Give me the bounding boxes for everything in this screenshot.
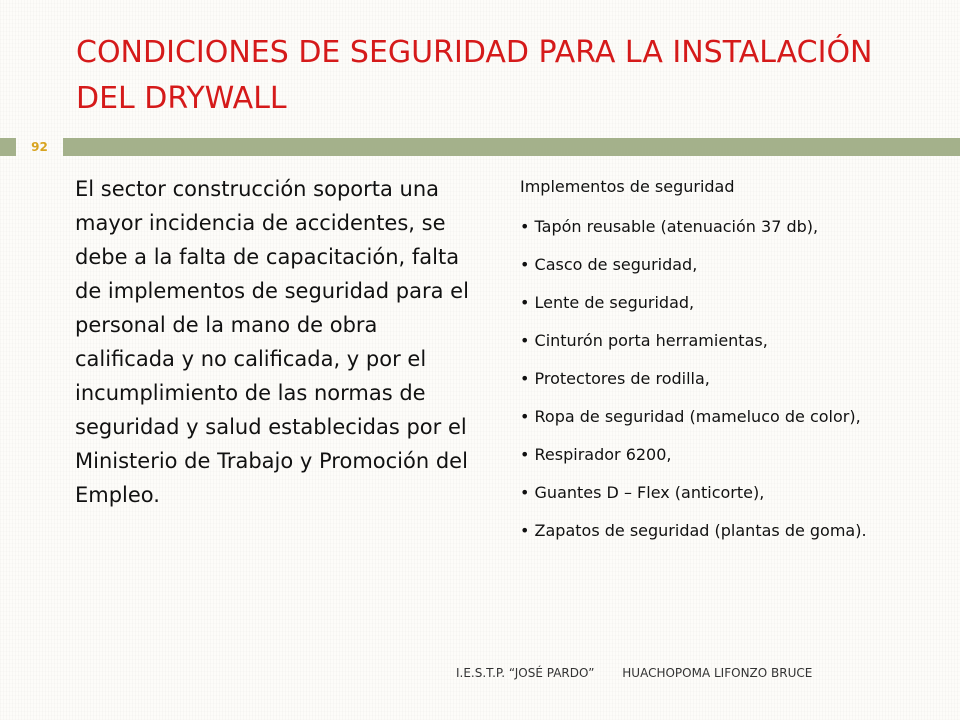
- footer-author: HUACHOPOMA LIFONZO BRUCE: [622, 666, 813, 680]
- footer-institution: I.E.S.T.P. “JOSÉ PARDO”: [456, 666, 595, 680]
- slide-footer: [456, 666, 906, 680]
- list-item: • Casco de seguridad,: [520, 255, 698, 274]
- divider-bar-right: [63, 138, 960, 156]
- list-item: • Ropa de seguridad (mameluco de color),: [520, 407, 861, 426]
- body-paragraph: El sector construcción soporta una mayor incidencia de accidentes, se debe a la falta de capacitación, falta de implementos de seguridad para el personal de la mano de obra calificada y no calificada, y por el incumplimiento de las normas de seguridad y salud establecidas por el Ministerio de Trabajo y Promoción del Empleo.: [75, 177, 469, 507]
- list-item: • Cinturón porta herramientas,: [520, 331, 768, 350]
- list-item: • Protectores de rodilla,: [520, 369, 710, 388]
- list-item: • Guantes D – Flex (anticorte),: [520, 483, 765, 502]
- divider-bar-left: [0, 138, 16, 156]
- list-heading: Implementos de seguridad: [520, 177, 735, 196]
- list-item: • Tapón reusable (atenuación 37 db),: [520, 217, 819, 236]
- list-item: • Zapatos de seguridad (plantas de goma).: [520, 521, 867, 540]
- slide-number: 92: [31, 140, 48, 154]
- list-item: • Respirador 6200,: [520, 445, 672, 464]
- slide-title: CONDICIONES DE SEGURIDAD PARA LA INSTALACIÓN DEL DRYWALL: [76, 35, 873, 116]
- safety-equipment-list: [520, 176, 910, 555]
- list-item: • Lente de seguridad,: [520, 293, 695, 312]
